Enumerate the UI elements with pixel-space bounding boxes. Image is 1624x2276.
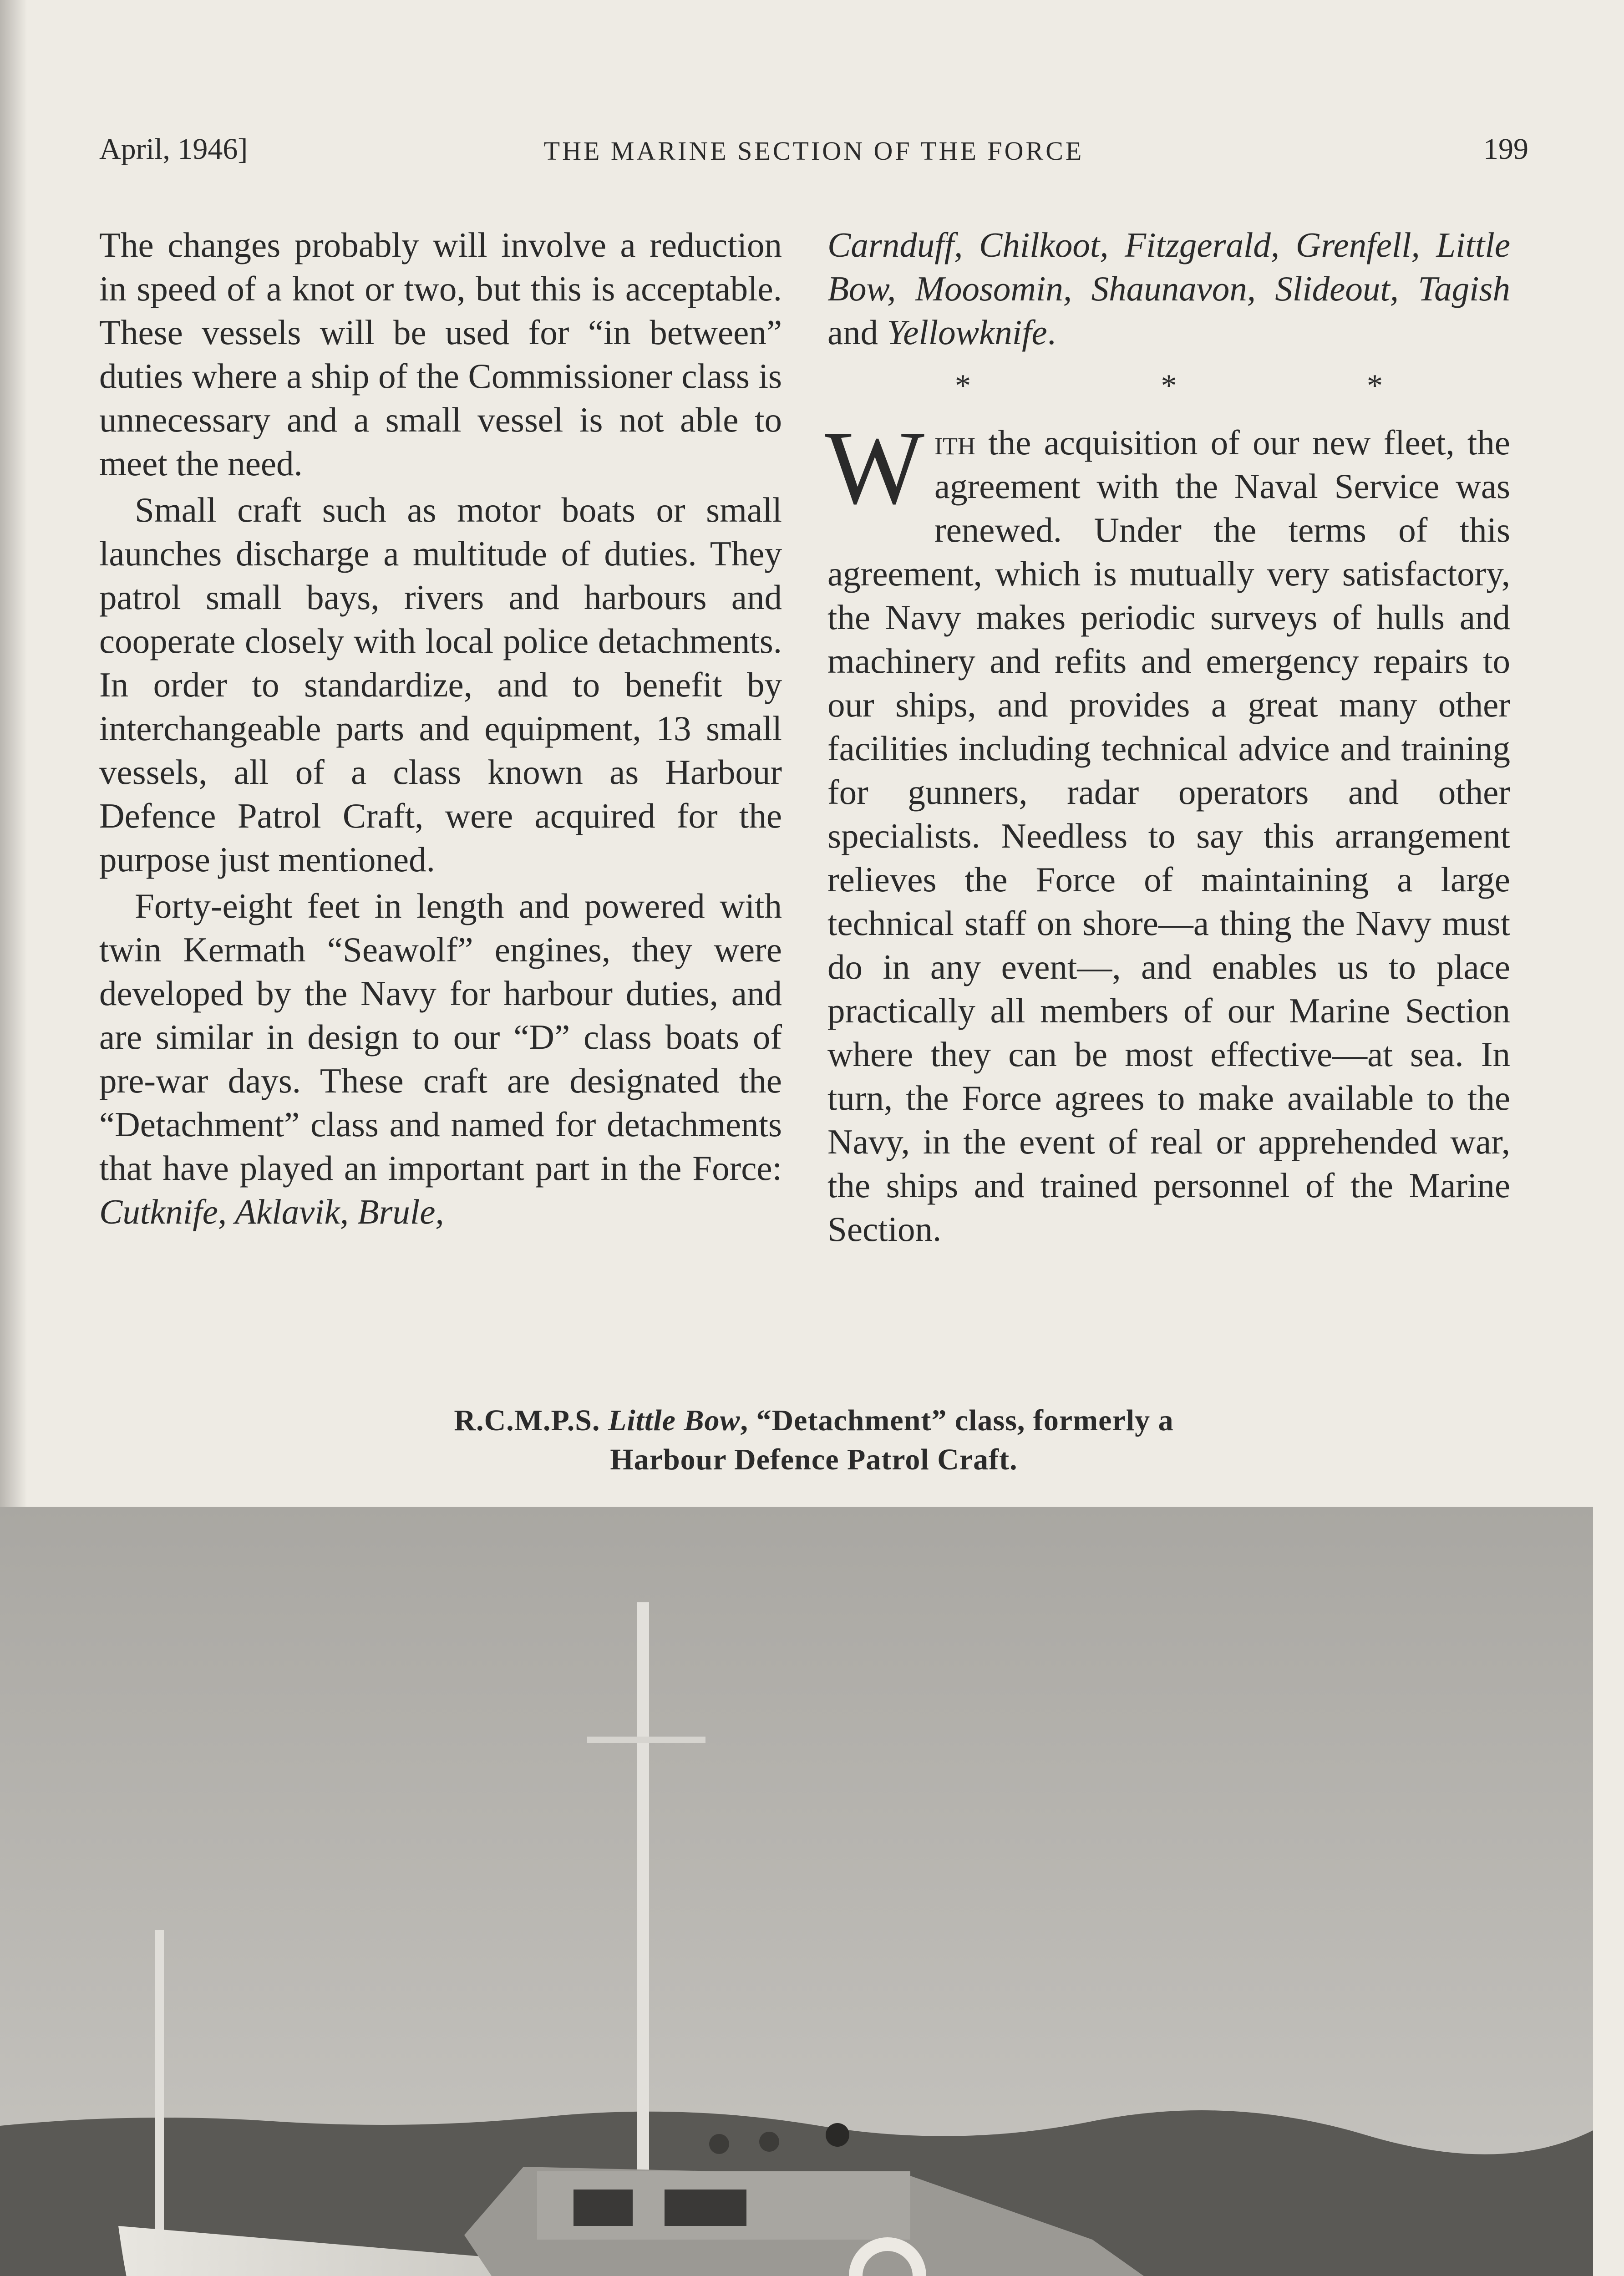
paragraph: Small craft such as motor boats or small launches discharge a multitude of duties. They patrol small bays, rivers and harbours and cooperate closely with local police detachments. In order to standardize, and to benefit by interchangeable parts and equipment, 13 small vessels, all of a class known as Harbour Defence Patrol Craft, were acquired for the purpose just mentioned. [99, 490, 782, 879]
header-title: THE MARINE SECTION OF THE FORCE [543, 136, 1084, 166]
caption-line-1 [99, 1401, 1528, 1440]
photo-caption [99, 1401, 1528, 1479]
conjunction: and [827, 313, 887, 352]
detachment-name-last: Yellowknife [887, 313, 1047, 352]
detachment-names: Cutknife, Aklavik, Brule, [99, 1192, 444, 1231]
detachment-names: Carnduff, Chilkoot, Fitzgerald, Grenfell, Little Bow, Moosomin, Shaunavon, Slideout, Tagish [827, 225, 1510, 308]
paragraph: The changes probably will involve a reduction in speed of a knot or two, but this is acceptable. These vessels will be used for “in between” duties where a ship of the Commissioner class is unnecessary and a small vessel is not able to meet the need. [99, 225, 782, 483]
paragraph [99, 884, 782, 1234]
right-column [827, 223, 1510, 1251]
period: . [1047, 313, 1056, 352]
running-header [99, 132, 1528, 173]
page-number: 199 [1483, 132, 1528, 166]
paragraph-continued [827, 223, 1510, 354]
small-caps-lead: ith [934, 423, 975, 462]
caption-ship-name: Little Bow [608, 1404, 741, 1437]
section-break-stars: * * * [955, 368, 1474, 403]
paragraph-text: the acquisition of our new fleet, the agreement with the Naval Service was renewed. Under the terms of this agreement, which is mutually very satisfactory, the Navy makes periodic surveys of hulls and machinery and refits and emergency repairs to our ships, and provides a great many other facilities including technical advice and training for gunners, radar operators and other specialists. Needless to say this arrangement relieves the Force of maintaining a large technical staff on shore—a thing the Navy must do in any event—, and enables us to place practically all members of our Marine Section where they can be most effective—at sea. In turn, the Force agrees to make available to the Navy, in the event of real or apprehended war, the ships and trained personnel of the Marine Section. [827, 423, 1510, 1249]
paragraph [825, 409, 1510, 1251]
left-column [99, 223, 782, 1234]
patrol-craft-photo [0, 1507, 1593, 2276]
caption-prefix: R.C.M.P.S. [454, 1404, 608, 1437]
caption-suffix: , “Detachment” class, formerly a [740, 1404, 1174, 1437]
caption-line-2: Harbour Defence Patrol Craft. [610, 1443, 1018, 1476]
drop-cap: W [825, 409, 924, 526]
header-date: April, 1946] [99, 132, 248, 166]
paragraph-text: Forty-eight feet in length and powered with twin Kermath “Seawolf” engines, they were developed by the Navy for harbour duties, and are similar in design to our “D” class boats of pre-war days. These craft are designated the “Detachment” class and named for detachments that have played an important part in the Force: [99, 886, 782, 1188]
